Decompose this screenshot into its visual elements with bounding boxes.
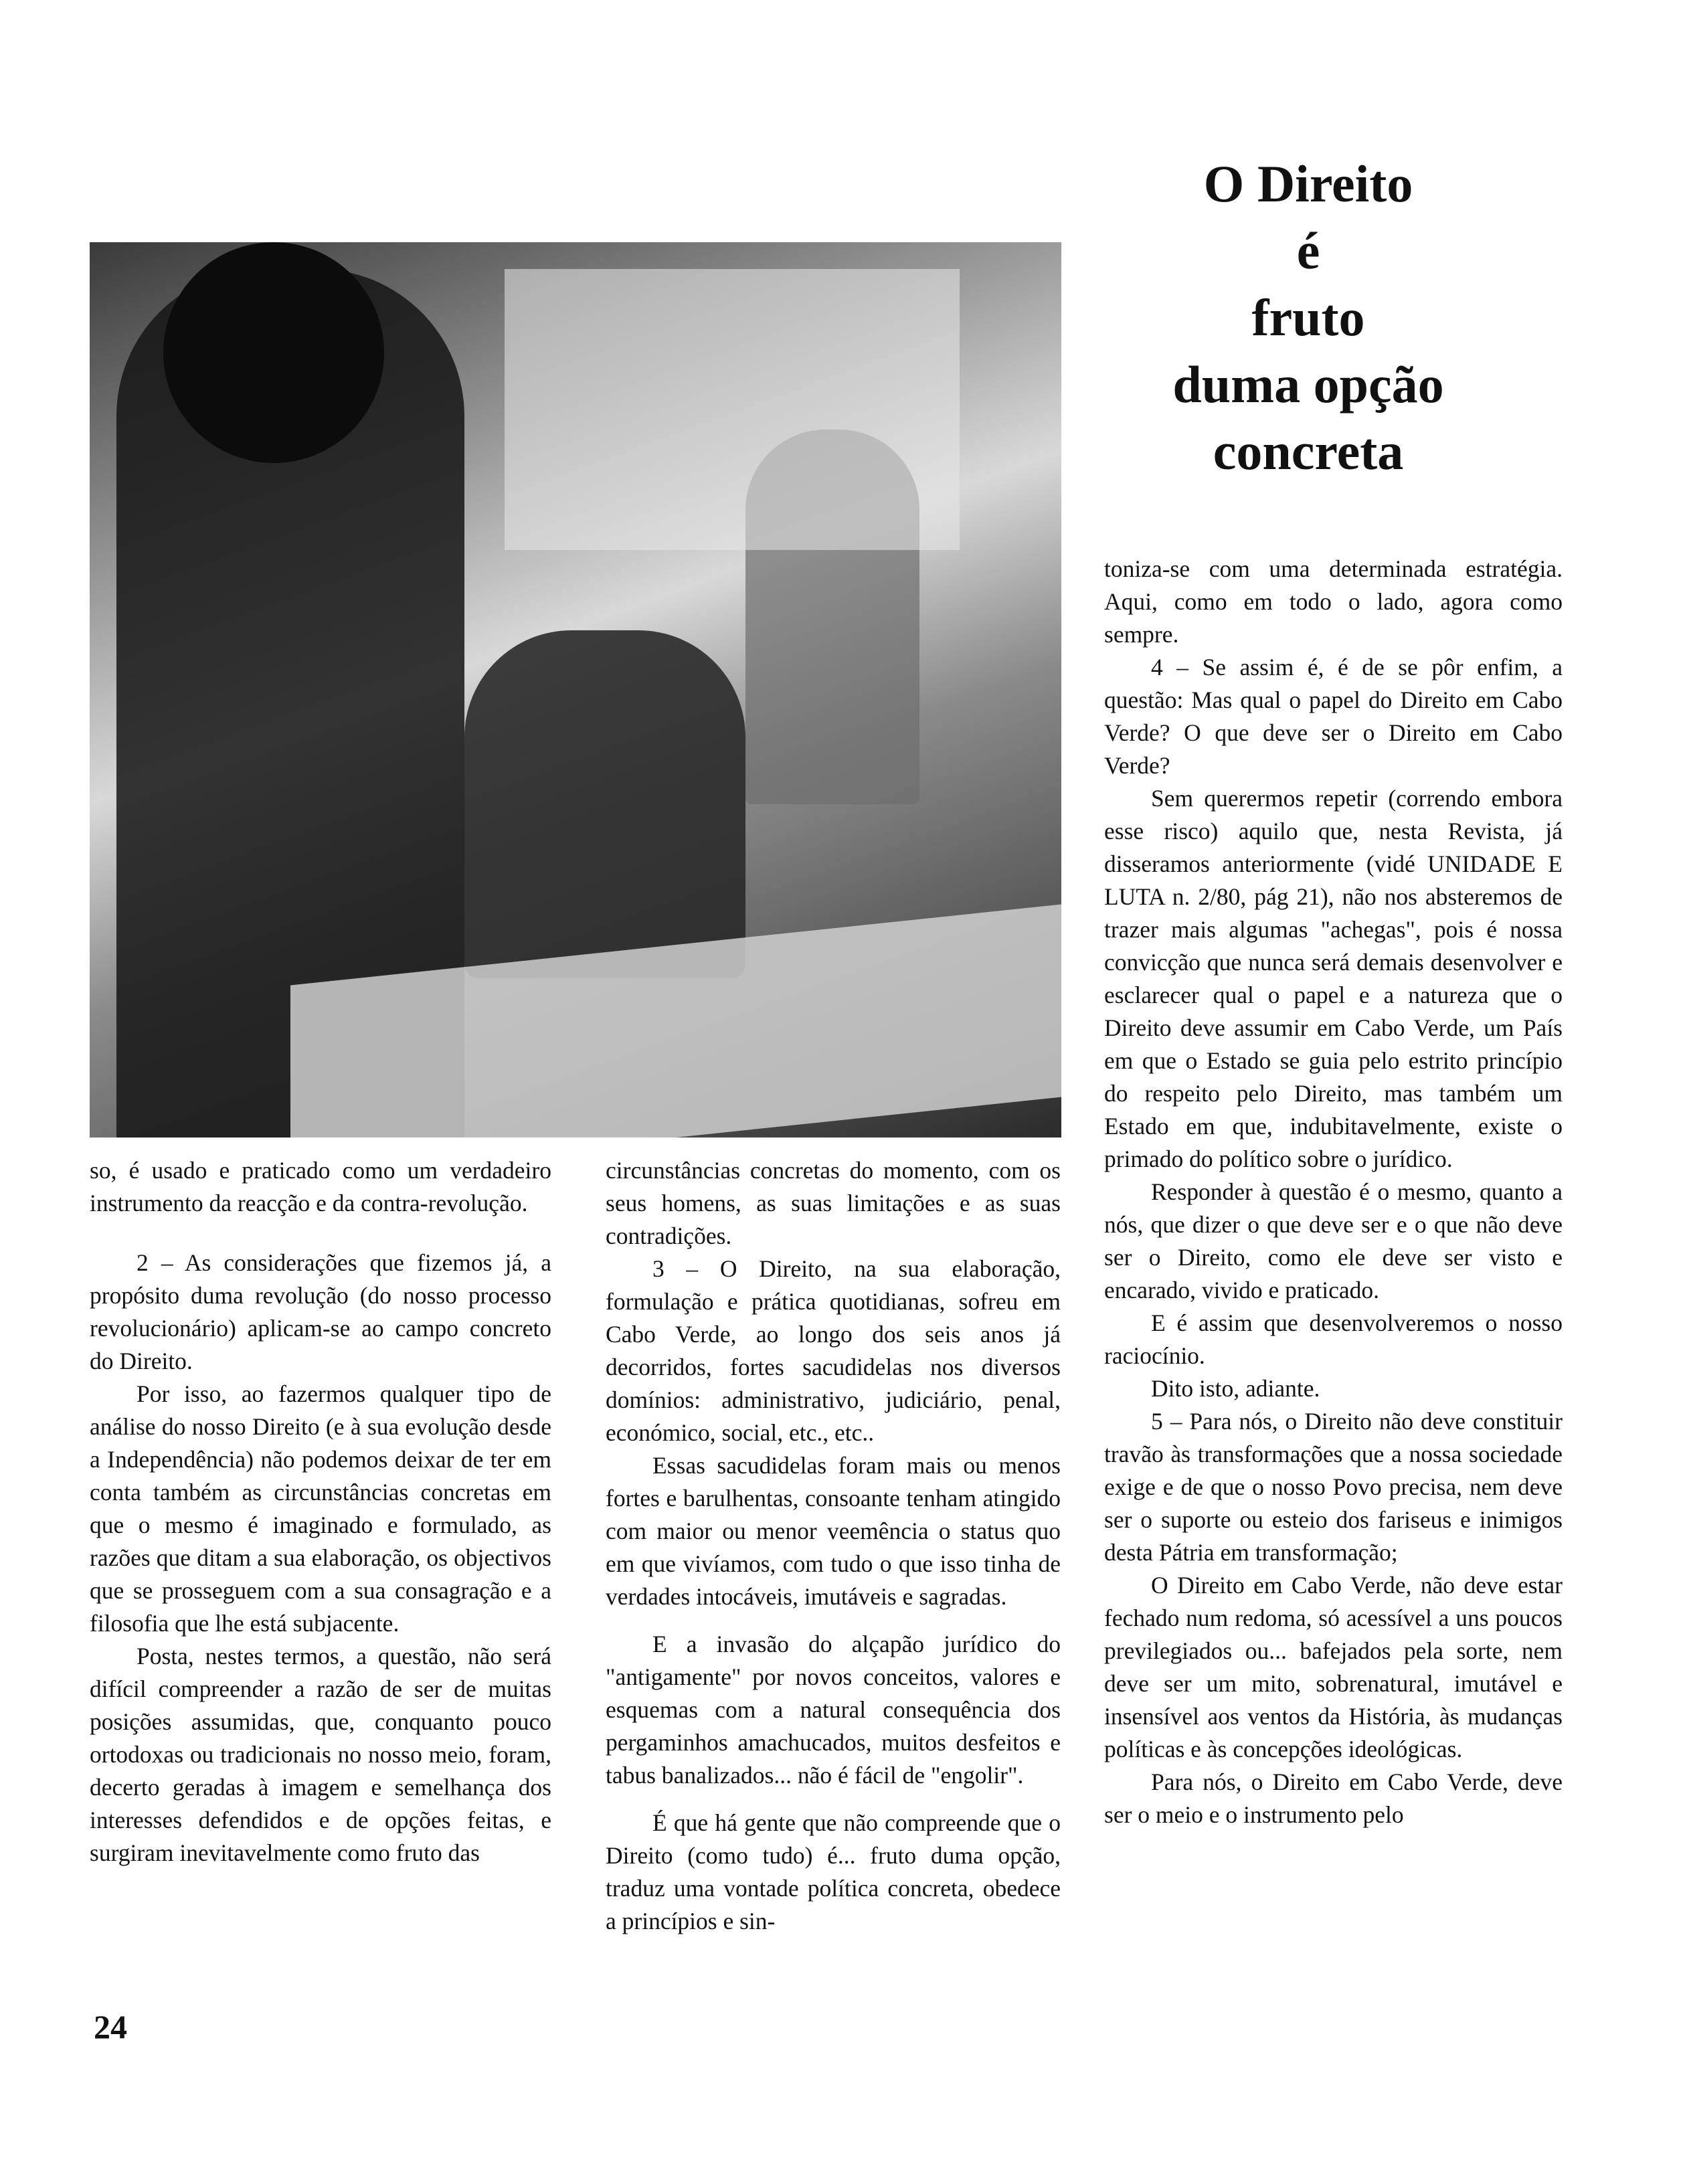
text-column-2 bbox=[606, 1154, 1061, 1938]
paragraph-gap bbox=[90, 1220, 551, 1247]
paragraph: Para nós, o Direito em Cabo Verde, deve ser o meio e o instrumento pelo bbox=[1104, 1768, 1563, 1828]
headline-line-2: é bbox=[1296, 221, 1320, 280]
paragraph: toniza-se com uma determinada estratégia. Aqui, como em todo o lado, agora como sempre. bbox=[1104, 555, 1563, 648]
paragraph: Dito isto, adiante. bbox=[1151, 1375, 1320, 1402]
paragraph: circunstâncias concretas do momento, com os seus homens, as suas limitações e as suas contradições. bbox=[606, 1157, 1061, 1249]
headline-line-1: O Direito bbox=[1203, 155, 1413, 213]
paragraph: E a invasão do alçapão jurídico do "antigamente" por novos conceitos, valores e esquemas com a natural consequência dos pergaminhos amachucados, muitos desfeitos e tabus banalizados... não é fácil de "engolir". bbox=[606, 1631, 1061, 1789]
photo-seated-person bbox=[464, 630, 745, 978]
paragraph: Por isso, ao fazermos qualquer tipo de análise do nosso Direito (e à sua evolução desde a Independência) não podemos deixar de ter em conta também as circunstâncias concretas em que o mesmo é imaginado e formulado, as razões que ditam a sua elaboração, os objectivos que se prosseguem com a sua consagração e a filosofia que lhe está subjacente. bbox=[90, 1380, 551, 1637]
paragraph: E é assim que desenvolveremos o nosso raciocínio. bbox=[1104, 1309, 1563, 1369]
paragraph: 4 – Se assim é, é de se pôr enfim, a questão: Mas qual o papel do Direito em Cabo Verde? O que deve ser o Direito em Cabo Verde? bbox=[1104, 654, 1563, 779]
paragraph: 3 – O Direito, na sua elaboração, formulação e prática quotidianas, sofreu em Cabo Verde, ao longo dos seis anos já decorridos, fortes sacudidelas nos diversos domínios: administrativo, judiciário, penal, económico, social, etc., etc.. bbox=[606, 1255, 1061, 1446]
paragraph: É que há gente que não compreende que o Direito (como tudo) é... fruto duma opção, traduz uma vontade política concreta, obedece a princípios e sin- bbox=[606, 1809, 1061, 1934]
text-column-3 bbox=[1104, 553, 1563, 1831]
paragraph: Responder à questão é o mesmo, quanto a nós, que dizer o que deve ser e o que não deve ser o Direito, como ele deve ser visto e encarado, vivido e praticado. bbox=[1104, 1178, 1563, 1303]
paragraph: Essas sacudidelas foram mais ou menos fortes e barulhentas, consoante tenham atingido com maior ou menor veemência o status quo em que vivíamos, com tudo o que isso tinha de verdades intocáveis, imutáveis e sagradas. bbox=[606, 1452, 1061, 1610]
headline-line-5: concreta bbox=[1213, 422, 1404, 480]
paragraph: Posta, nestes termos, a questão, não será difícil compreender a razão de ser de muitas posições assumidas, que, conquanto pouco ortodoxas ou tradicionais no nosso meio, foram, decerto geradas à imagem e semelhança dos interesses defendidos e de opções feitas, e surgiram inevitavelmente como fruto das bbox=[90, 1643, 551, 1866]
article-headline bbox=[1097, 151, 1519, 485]
photo-figure-head bbox=[163, 242, 384, 463]
paragraph: Sem querermos repetir (correndo embora esse risco) aquilo que, nesta Revista, já disseramos anteriormente (vidé UNIDADE E LUTA n. 2/80, pág 21), não nos absteremos de trazer mais algumas "achegas", pois é nossa convicção que nunca será demais desenvolver e esclarecer qual o papel e a natureza que o Direito deve assumir em Cabo Verde, um País em que o Estado se guia pelo estrito princípio do respeito pelo Direito, mas também um Estado em que, indubitavelmente, existe o primado do político sobre o jurídico. bbox=[1104, 785, 1563, 1172]
paragraph: O Direito em Cabo Verde, não deve estar fechado num redoma, só acessível a uns poucos previlegiados ou... bafejados pela sorte, nem deve ser um mito, sobrenatural, imutável e insensível aos ventos da História, às mudanças políticas e às concepções ideológicas. bbox=[1104, 1572, 1563, 1762]
photo-window-light bbox=[505, 269, 960, 550]
headline-line-4: duma opção bbox=[1172, 355, 1444, 414]
text-column-1 bbox=[90, 1154, 551, 1870]
paragraph: 2 – As considerações que fizemos já, a propósito duma revolução (do nosso processo revolucionário) aplicam-se ao campo concreto do Direito. bbox=[90, 1249, 551, 1374]
paragraph: so, é usado e praticado como um verdadeiro instrumento da reacção e da contra-revolução. bbox=[90, 1157, 551, 1216]
page-number: 24 bbox=[94, 2008, 127, 2045]
article-photo bbox=[90, 242, 1061, 1138]
headline-line-3: fruto bbox=[1251, 288, 1365, 347]
paragraph: 5 – Para nós, o Direito não deve constituir travão às transformações que a nossa sociedade exige e de que o nosso Povo precisa, nem deve ser o suporte ou esteio dos fariseus e inimigos desta Pátria em transformação; bbox=[1104, 1408, 1563, 1566]
